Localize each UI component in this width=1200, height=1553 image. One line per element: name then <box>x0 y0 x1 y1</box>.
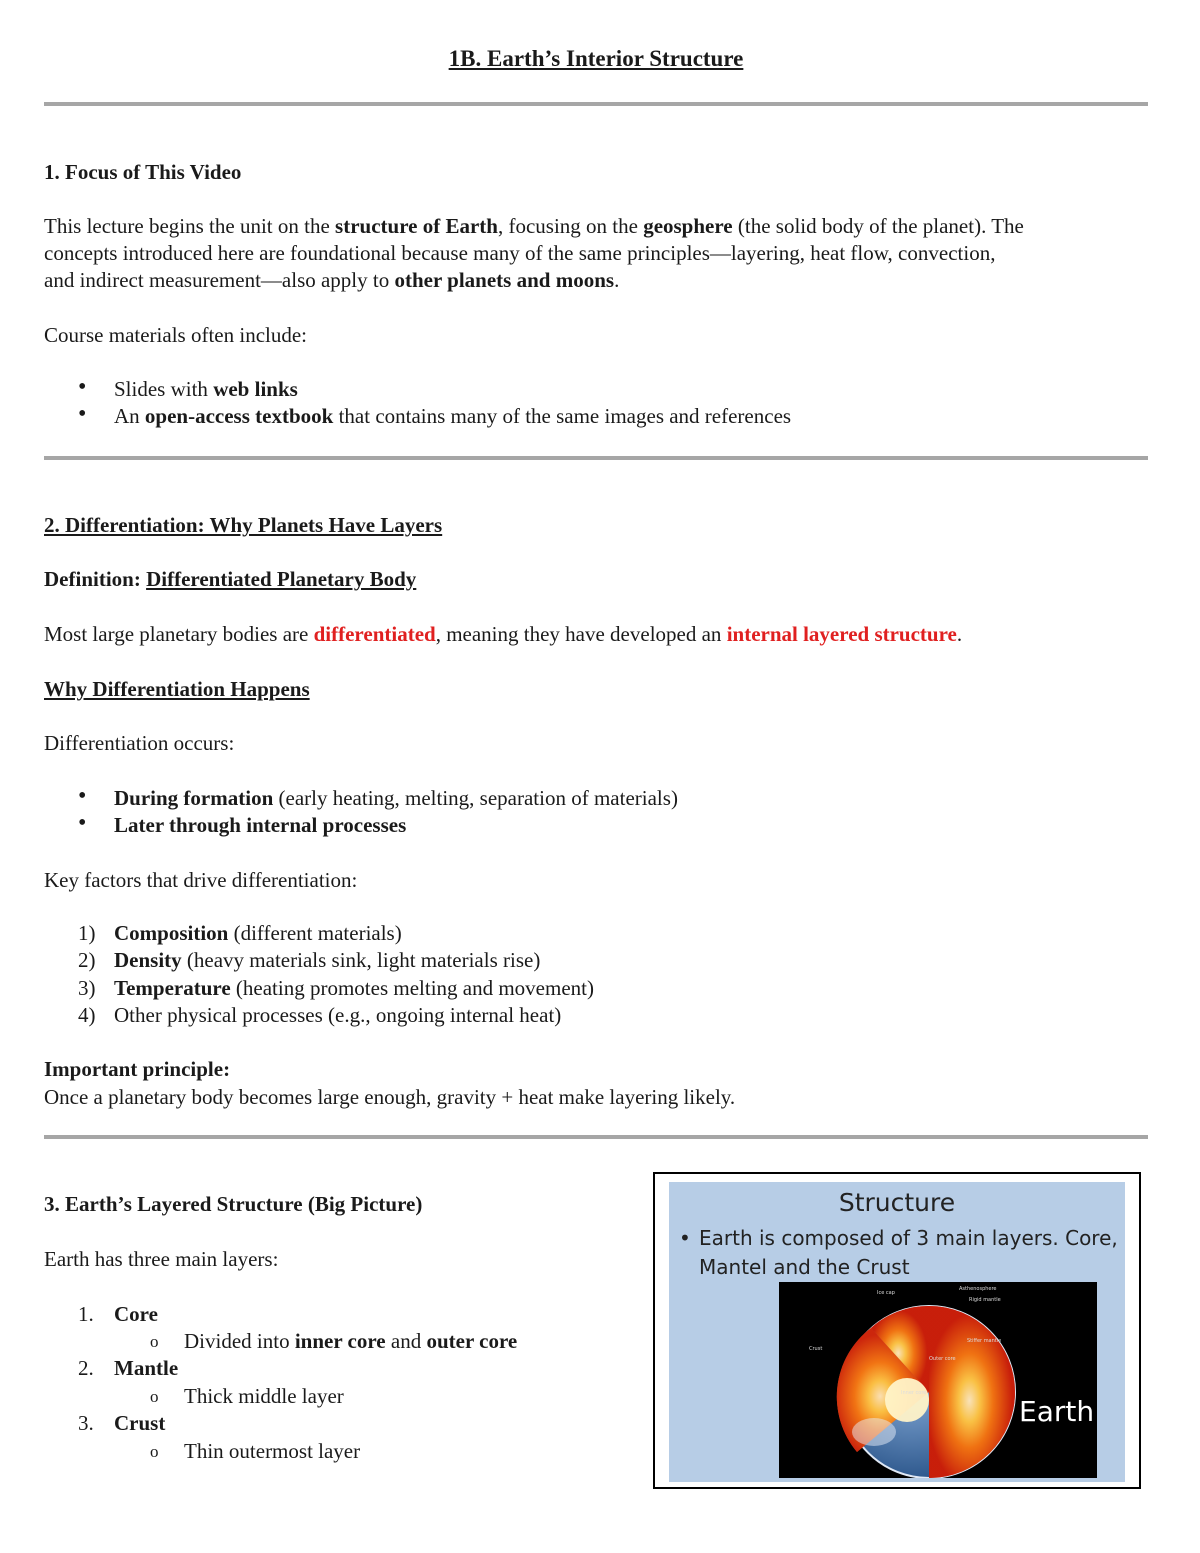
label-crust: Crust <box>809 1346 823 1352</box>
earth-structure-figure <box>653 1172 1141 1489</box>
text-run: and indirect measurement—also apply to <box>44 268 395 292</box>
list-item: Slides with web links <box>114 377 298 401</box>
list-number: 2) <box>78 948 96 972</box>
important-principle-text: Once a planetary body becomes large enough, gravity + heat make layering likely. <box>44 1085 736 1109</box>
list-number: 2. <box>78 1356 94 1380</box>
term-geosphere: geosphere <box>643 214 733 238</box>
definition-line: Definition: Differentiated Planetary Body <box>44 567 417 591</box>
list-number: 1. <box>78 1302 94 1326</box>
slide-image: Structure • Earth is composed of 3 main layers. Core, Mantel and the Crust Ice cap Asthenosphere Rigid mantle Crust Stiffer mantle Outer core Inner core Earth <box>669 1182 1125 1482</box>
label-inner-core: Inner core <box>901 1390 927 1396</box>
sub-bullet-icon: o <box>150 1442 159 1461</box>
course-materials-intro: Course materials often include: <box>44 323 308 347</box>
label-stiffer-mantle: Stiffer mantle <box>967 1338 1002 1344</box>
text-run: , focusing on the <box>497 214 644 238</box>
section-2-heading: 2. Differentiation: Why Planets Have Layers <box>44 513 443 537</box>
term-structure-of-earth: structure of Earth <box>335 214 498 238</box>
earth-caption: Earth <box>1019 1395 1095 1428</box>
sub-list-item: Thin outermost layer <box>184 1439 361 1463</box>
list-number: 1) <box>78 921 96 945</box>
label-rigid-mantle: Rigid mantle <box>969 1297 1001 1303</box>
list-number: 3) <box>78 976 96 1000</box>
document-title: 1B. Earth’s Interior Structure <box>448 46 744 71</box>
sub-list-item: Thick middle layer <box>184 1384 344 1408</box>
list-item: Density (heavy materials sink, light materials rise) <box>114 948 541 972</box>
slide-title: Structure <box>838 1188 956 1217</box>
label-ice-cap: Ice cap <box>877 1290 895 1296</box>
bullet-icon <box>78 411 88 421</box>
list-item: Later through internal processes <box>114 813 407 837</box>
section-divider <box>44 1135 1148 1139</box>
why-differentiation-heading: Why Differentiation Happens <box>44 677 310 701</box>
bullet-icon <box>78 793 88 803</box>
sub-bullet-icon: o <box>150 1387 159 1406</box>
label-asthenosphere: Asthenosphere <box>959 1286 997 1292</box>
list-number: 4) <box>78 1003 96 1027</box>
list-item: Temperature (heating promotes melting and movement) <box>114 976 594 1000</box>
differentiated-paragraph: Most large planetary bodies are differentiated, meaning they have developed an internal layered structure. <box>44 622 963 646</box>
important-principle-label: Important principle: <box>44 1057 231 1081</box>
list-item: During formation (early heating, melting, separation of materials) <box>114 786 678 810</box>
text-run: . <box>614 268 620 292</box>
term-other-planets: other planets and moons <box>394 268 615 292</box>
section-1-heading: 1. Focus of This Video <box>44 160 242 184</box>
earth-cutaway-icon <box>779 1282 1097 1478</box>
list-item: Other physical processes (e.g., ongoing internal heat) <box>114 1003 562 1027</box>
section-divider <box>44 102 1148 106</box>
list-item: Composition (different materials) <box>114 921 402 945</box>
section-1-paragraph <box>44 213 1148 294</box>
three-layers-intro: Earth has three main layers: <box>44 1247 279 1271</box>
definition-term: Differentiated Planetary Body <box>146 567 417 591</box>
earth-cutaway-image <box>779 1282 1097 1478</box>
list-number: 3. <box>78 1411 94 1435</box>
highlight-internal-layered-structure: internal layered structure <box>726 622 957 646</box>
document-page <box>44 0 1148 1553</box>
text-line: concepts introduced here are foundational because many of the same principles—layering, heat flow, convection, <box>44 241 996 265</box>
layer-mantle: Mantle <box>114 1356 179 1380</box>
text-run: (the solid body of the planet). The <box>732 214 1024 238</box>
text-run: This lecture begins the unit on the <box>44 214 336 238</box>
section-3-heading: 3. Earth’s Layered Structure (Big Picture) <box>44 1192 423 1216</box>
bullet-icon <box>78 384 88 394</box>
sub-bullet-icon: o <box>150 1332 159 1351</box>
section-divider <box>44 456 1148 460</box>
differentiation-occurs: Differentiation occurs: <box>44 731 235 755</box>
layer-core: Core <box>114 1302 158 1326</box>
layer-crust: Crust <box>114 1411 166 1435</box>
key-factors-intro: Key factors that drive differentiation: <box>44 868 358 892</box>
highlight-differentiated: differentiated <box>313 622 436 646</box>
bullet-icon: • <box>679 1226 691 1250</box>
list-item: An open-access textbook that contains many of the same images and references <box>114 404 792 428</box>
bullet-icon <box>78 820 88 830</box>
label-outer-core: Outer core <box>929 1356 956 1362</box>
sub-list-item: Divided into inner core and outer core <box>184 1329 518 1353</box>
